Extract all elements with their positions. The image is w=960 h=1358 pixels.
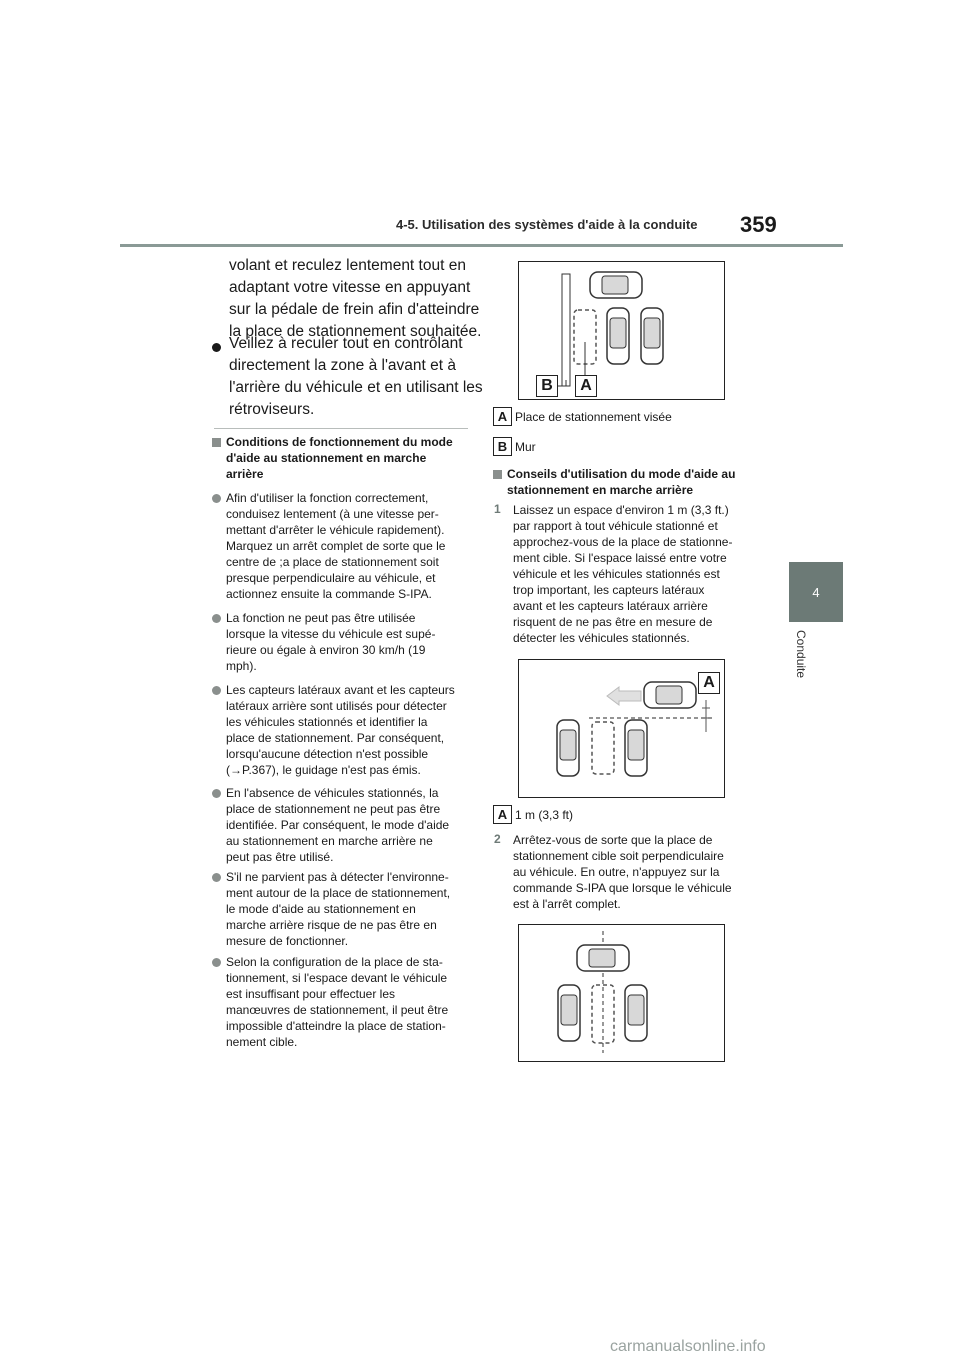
legend-letter: B [493,437,512,456]
text-line: ment cible. Si l'espace laissé entre votre [513,551,727,565]
text-line: manœuvres de stationnement, il peut être [226,1003,449,1017]
square-bullet-icon [212,438,221,447]
section-divider [214,428,468,429]
text-line: nement cible. [226,1035,298,1049]
target-parking-spot [592,985,614,1043]
text-line: rétroviseurs. [229,401,315,418]
heading-line: Conditions de fonctionnement du mode [226,435,453,449]
text-line: actionnez ensuite la commande S-IPA. [226,587,432,601]
bullet-dot-icon [212,343,221,352]
text-line: l'arrière du véhicule et en utilisant les [229,379,483,396]
text-line: conduisez lentement (à une vitesse per- [226,507,439,521]
header-divider [120,244,843,247]
bullet-dot-icon [212,789,221,798]
step-number: 1 [494,502,501,516]
chapter-tab[interactable] [789,562,843,622]
page-number: 359 [740,212,777,237]
motion-arrow-icon [607,687,641,705]
square-bullet-icon [493,470,502,479]
car-top-view-horizontal [590,272,642,298]
text-line: les véhicules stationnés et identifier la [226,715,428,729]
heading-line: arrière [226,467,264,481]
text-line[interactable]: (→P.367), le guidage n'est pas émis. [226,763,421,777]
step-1-text [513,502,732,646]
condition-item [226,610,435,674]
parking-diagram-3 [519,925,724,1061]
car-top-view-vertical [607,308,629,364]
text-line: place de stationnement ne peut pas être [226,802,441,816]
heading-line: Conseils d'utilisation du mode d'aide au [507,467,736,481]
text-line: sur la pédale de frein afin d'atteindre [229,301,480,318]
text-line: Afin d'utiliser la fonction correctement, [226,491,429,505]
text-line: trop important, les capteurs latéraux [513,583,705,597]
bullet-dot-icon [212,873,221,882]
conditions-heading [226,434,453,482]
bullet-dot-icon [212,614,221,623]
target-parking-spot [592,722,614,774]
text-line: Les capteurs latéraux avant et les capteurs [226,683,455,697]
text-line: presque perpendiculaire au véhicule, et [226,571,436,585]
text-line: risquent de ne pas être en mesure de [513,615,713,629]
bullet-dot-icon [212,494,221,503]
text-line: peut pas être utilisé. [226,850,334,864]
text-line: mettant d'arrêter le véhicule rapidement). [226,523,445,537]
legend-text: Place de stationnement visée [515,410,672,424]
heading-line: d'aide au stationnement en marche [226,451,427,465]
bullet-dot-icon [212,958,221,967]
legend-text: Mur [515,440,536,454]
car-top-view-vertical [558,985,580,1041]
figure-distance [518,659,725,798]
chapter-number: 4 [812,584,820,600]
label-a: A [698,672,720,694]
condition-item [226,954,448,1050]
text-line: ment autour de la place de stationnement, [226,886,451,900]
text-line: centre de ;a place de stationnement soit [226,555,439,569]
text-line: Arrêtez-vous de sorte que la place de [513,833,713,847]
car-top-view-vertical [557,720,579,776]
text-line: directement la zone à l'avant et à [229,357,456,374]
text-line: Marquez un arrêt complet de sorte que le [226,539,446,553]
car-top-view-horizontal [644,682,696,708]
bullet-dot-icon [212,686,221,695]
legend-text: 1 m (3,3 ft) [515,808,574,822]
step-2-text [513,832,732,912]
car-top-view-vertical [625,985,647,1041]
heading-line: stationnement en marche arrière [507,483,694,497]
text-line: En l'absence de véhicules stationnés, la [226,786,439,800]
text-line: le mode d'aide au stationnement en [226,902,416,916]
text-line: La fonction ne peut pas être utilisée [226,611,416,625]
text-line: véhicule et les véhicules stationnés est [513,567,720,581]
text-line: Laissez un espace d'environ 1 m (3,3 ft.) [513,503,729,517]
text-line: la place de stationnement souhaitée. [229,323,482,340]
chapter-label: Conduite [794,630,808,679]
figure-parking-target [518,261,725,400]
text-line: impossible d'atteindre la place de station- [226,1019,446,1033]
bullet-paragraph [229,333,483,421]
text-line: identifiée. Par conséquent, le mode d'aide [226,818,450,832]
car-top-view-vertical [625,720,647,776]
text-line: Veillez à reculer tout en contrôlant [229,335,463,352]
parking-diagram-2 [519,660,724,797]
text-line: détecter les véhicules stationnés. [513,631,690,645]
text-line: par rapport à tout véhicule stationné et [513,519,718,533]
legend-letter: A [493,805,512,824]
text-line: marche arrière risque de ne pas être en [226,918,437,932]
text-line: approchez-vous de la place de stationne- [513,535,733,549]
text-line: avant et les capteurs latéraux arrière [513,599,708,613]
intro-paragraph [229,255,481,343]
text-line: tionnement, si l'espace devant le véhicule [226,971,448,985]
text-line: place de stationnement. Par conséquent, [226,731,445,745]
car-top-view-horizontal [577,945,629,971]
condition-item [226,785,449,865]
text-line: commande S-IPA que lorsque le véhicule [513,881,732,895]
text-line: rieure ou égale à environ 30 km/h (19 [226,643,426,657]
text-line: stationnement cible soit perpendiculaire [513,849,724,863]
car-top-view-vertical [641,308,663,364]
step-number: 2 [494,832,501,846]
condition-item [226,490,445,602]
text-line: mph). [226,659,257,673]
text-line: volant et reculez lentement tout en [229,257,466,274]
text-line: latéraux arrière sont utilisés pour détecter [226,699,447,713]
figure-perpendicular [518,924,725,1062]
tips-heading [507,466,735,498]
text-line: mesure de fonctionner. [226,934,349,948]
text-line: au stationnement en marche arrière ne [226,834,433,848]
condition-item [226,682,455,778]
text-line: est à l'arrêt complet. [513,897,621,911]
section-title: 4-5. Utilisation des systèmes d'aide à la conduite [396,217,698,232]
text-line: lorsque la vitesse du véhicule est supé- [226,627,436,641]
legend-letter: A [493,407,512,426]
text-line: S'il ne parvient pas à détecter l'environne- [226,870,449,884]
text-line: Selon la configuration de la place de sta- [226,955,443,969]
label-b: B [536,375,558,397]
label-a: A [575,375,597,397]
text-line: au véhicule. En outre, n'appuyez sur la [513,865,720,879]
text-line: adaptant votre vitesse en appuyant [229,279,471,296]
condition-item [226,869,450,949]
text-line: lorsqu'aucune détection n'est possible [226,747,429,761]
text-line: est insuffisant pour effectuer les [226,987,395,1001]
watermark[interactable]: carmanualsonline.info [610,1338,766,1355]
